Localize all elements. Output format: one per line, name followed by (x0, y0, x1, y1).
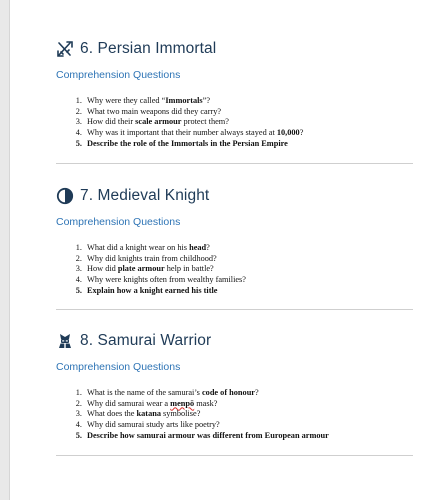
question-item: 4. Why were knights often from wealthy families? (84, 275, 413, 286)
section-divider (56, 309, 413, 310)
section-subheading: Comprehension Questions (56, 361, 181, 373)
shield-icon (56, 187, 74, 205)
samurai-icon (56, 332, 74, 350)
section-title: 6. Persian Immortal (80, 40, 217, 57)
question-item: 1. What is the name of the samurai’s code of honour? (84, 388, 413, 399)
section-samurai-warrior (56, 330, 413, 442)
section-subheading: Comprehension Questions (56, 69, 181, 81)
section-heading (56, 185, 413, 207)
question-item: 3. How did their scale armour protect them? (84, 117, 413, 128)
question-item: 2. What two main weapons did they carry? (84, 107, 413, 118)
question-list (56, 243, 413, 297)
section-persian-immortal (56, 38, 413, 150)
question-item: 1. What did a knight wear on his head? (84, 243, 413, 254)
section-heading (56, 38, 413, 60)
section-divider (56, 163, 413, 164)
question-item: 5. Explain how a knight earned his title (84, 286, 413, 297)
question-item: 1. Why were they called “Immortals”? (84, 96, 413, 107)
question-list (56, 388, 413, 442)
question-item: 2. Why did samurai wear a menpō mask? (84, 399, 413, 410)
question-item: 5. Describe the role of the Immortals in the Persian Empire (84, 139, 413, 150)
question-item: 4. Why did samurai study arts like poetry? (84, 420, 413, 431)
question-item: 3. What does the katana symbolise? (84, 409, 413, 420)
question-item: 3. How did plate armour help in battle? (84, 264, 413, 275)
question-item: 2. Why did knights train from childhood? (84, 254, 413, 265)
question-item: 4. Why was it important that their number always stayed at 10,000? (84, 128, 413, 139)
question-list (56, 96, 413, 150)
page-left-edge (0, 0, 10, 500)
section-heading (56, 330, 413, 352)
question-item: 5. Describe how samurai armour was different from European armour (84, 431, 413, 442)
section-medieval-knight (56, 185, 413, 297)
section-subheading: Comprehension Questions (56, 216, 181, 228)
section-title: 7. Medieval Knight (80, 187, 210, 204)
crossed-weapons-icon (56, 40, 74, 58)
section-title: 8. Samurai Warrior (80, 332, 212, 349)
section-divider (56, 455, 413, 456)
